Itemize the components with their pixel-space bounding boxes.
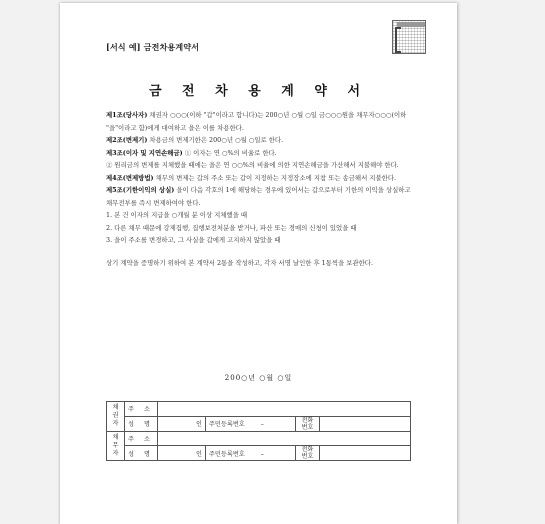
article-text: 3. 을이 주소를 변경하고, 그 사실을 갑에게 고지하지 않았을 때 <box>106 236 281 244</box>
article-text: ② 원리금의 변제를 지체했을 때에는 을은 연 ○○%의 비율에 의한 지연손해금을 가산해서 지불해야 한다. <box>106 161 399 169</box>
article-1 <box>106 109 411 134</box>
article-2 <box>106 134 411 147</box>
article-4 <box>106 172 411 185</box>
article-5 <box>106 184 411 209</box>
name-label: 성 명 <box>125 416 158 431</box>
address-label: 주 소 <box>125 402 158 417</box>
article-heading: 제2조(변제기) <box>106 136 148 144</box>
article-heading: 제3조(이자 및 지연손해금) <box>106 148 183 157</box>
parties-table <box>106 401 411 461</box>
table-row <box>107 431 411 446</box>
id-dash: – <box>260 450 264 458</box>
article-text: 차용금의 변제기한은 200○년 ○월 ○일로 한다. <box>149 136 284 144</box>
article-text: 1. 본 건 이자의 지급을 ○개월 분 이상 지체했을 때 <box>106 211 248 219</box>
form-stamp-icon <box>392 20 426 54</box>
address-field <box>157 431 410 446</box>
table-row <box>107 402 411 417</box>
article-5-item-3 <box>106 234 411 247</box>
table-row <box>107 416 411 431</box>
article-text: 2. 다른 채무 때문에 강제집행, 집행보전처분을 받거나, 파산 또는 경매의 신청이 있었을 때 <box>106 223 357 232</box>
id-dash: – <box>260 421 264 428</box>
document-title: 금 전 차 용 계 약 서 <box>148 84 369 99</box>
address-field <box>157 402 410 417</box>
closing-paragraph: 상기 계약을 증명하기 위하여 본 계약서 2통을 작성하고, 각자 서명 날인한 후 1통씩을 보관한다. <box>106 258 374 267</box>
article-text: 채권자 ○○○(이하 "갑"이라고 합니다)는 200○년 ○월 ○일 금○○○원을 채무자○○○(이하 "을"이라고 함)에게 대여하고 을은 이를 차용한다. <box>106 111 407 132</box>
article-3 <box>106 147 411 160</box>
name-label: 성 명 <box>125 446 158 461</box>
article-text: 채무의 변제는 갑의 주소 또는 갑이 지정하는 지정장소에 지참 또는 송금해서 지불한다. <box>155 173 397 182</box>
article-heading: 제4조(변제방법) <box>106 173 154 182</box>
id-label: 주민등록번호 <box>208 450 245 458</box>
address-label: 주 소 <box>125 431 158 446</box>
article-5-item-1 <box>106 209 411 222</box>
id-label: 주민등록번호 <box>208 421 245 428</box>
article-text: ① 이자는 연 ○%의 비율로 한다. <box>184 148 277 157</box>
article-heading: 제1조(당사자) <box>106 111 148 119</box>
seal-mark: 인 <box>157 416 205 431</box>
contract-date: 200○년 ○월 ○일 <box>224 374 293 382</box>
phone-field <box>319 446 410 461</box>
form-label: [서식 예] 금전차용계약서 <box>106 42 200 52</box>
table-row <box>107 446 411 461</box>
phone-label: 전화번호 <box>295 446 319 461</box>
party-role: 채 무 자 <box>107 431 125 461</box>
article-5-item-2 <box>106 222 411 235</box>
contract-body <box>106 109 411 269</box>
article-text: 을이 다음 각호의 1에 해당하는 경우에 있어서는 갑으로부터 기한의 이익을 상실하고 채무전부를 즉시 변제하여야 한다. <box>106 186 411 207</box>
seal-mark: 인 <box>157 446 205 461</box>
id-field <box>205 446 295 461</box>
id-field <box>205 416 295 431</box>
article-heading: 제5조(기한이익의 상실) <box>106 186 175 194</box>
article-3-clause-2 <box>106 159 411 172</box>
phone-field <box>319 416 410 431</box>
party-role: 채 권 자 <box>107 402 125 432</box>
phone-label: 전화번호 <box>295 416 319 431</box>
document-page <box>60 3 457 524</box>
